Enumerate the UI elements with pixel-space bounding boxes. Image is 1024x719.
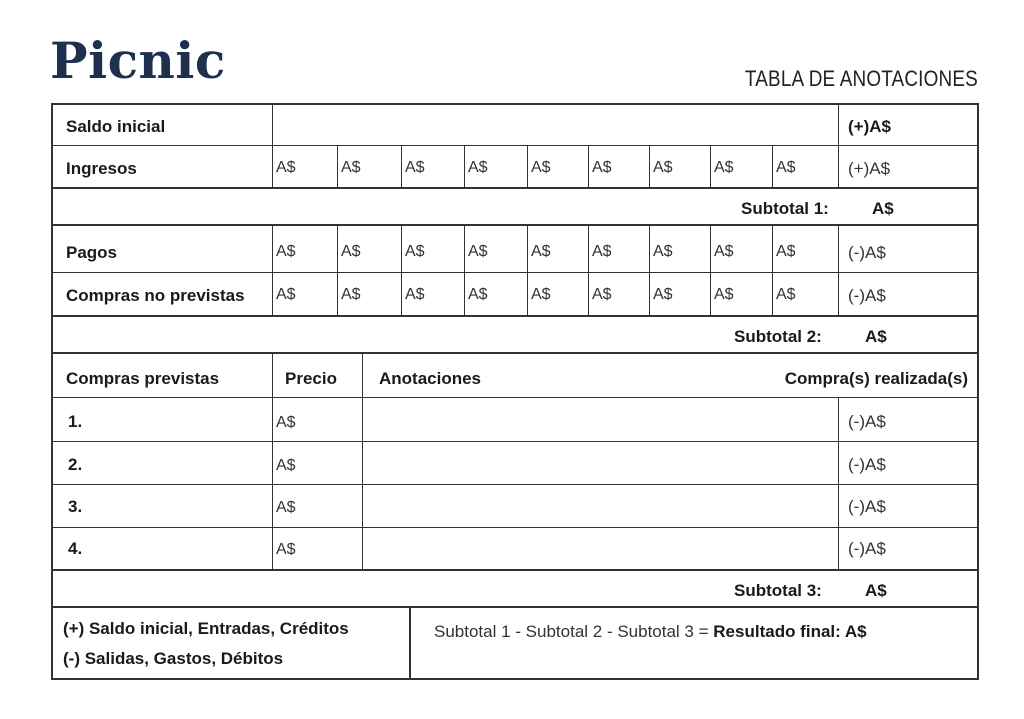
ingresos-cell: A$ bbox=[405, 159, 425, 176]
pagos-cell: A$ bbox=[776, 243, 796, 260]
column-divider bbox=[464, 224, 465, 315]
saldo-inicial-total: (+)A$ bbox=[848, 117, 891, 136]
column-divider bbox=[588, 224, 589, 315]
compras-no-previstas-cell: A$ bbox=[405, 286, 425, 303]
brand-logo: Picnic bbox=[50, 31, 226, 90]
page-subtitle: TABLA DE ANOTACIONES bbox=[745, 66, 978, 91]
column-divider bbox=[337, 145, 338, 187]
pagos-label: Pagos bbox=[66, 243, 118, 262]
subtotal-3-label: Subtotal 3: bbox=[734, 581, 822, 600]
column-divider bbox=[272, 105, 273, 187]
row-divider bbox=[53, 352, 977, 354]
column-divider bbox=[838, 397, 839, 569]
pagos-cell: A$ bbox=[531, 243, 551, 260]
compra-prevista-total: (-)A$ bbox=[848, 497, 886, 516]
pagos-cell: A$ bbox=[468, 243, 488, 260]
row-divider bbox=[53, 569, 977, 571]
row-divider bbox=[53, 315, 977, 317]
compras-no-previstas-cell: A$ bbox=[276, 286, 296, 303]
pagos-cell: A$ bbox=[405, 243, 425, 260]
ingresos-cell: A$ bbox=[653, 159, 673, 176]
column-divider bbox=[409, 606, 411, 680]
column-divider bbox=[272, 352, 273, 569]
precio-header: Precio bbox=[285, 369, 337, 388]
legend-plus: (+) Saldo inicial, Entradas, Créditos bbox=[63, 619, 349, 638]
compra-prevista-precio: A$ bbox=[276, 457, 296, 474]
ingresos-cell: A$ bbox=[592, 159, 612, 176]
subtotal-1-value: A$ bbox=[872, 199, 894, 218]
compras-no-previstas-cell: A$ bbox=[468, 286, 488, 303]
column-divider bbox=[527, 145, 528, 187]
subtotal-2-label: Subtotal 2: bbox=[734, 327, 822, 346]
pagos-cell: A$ bbox=[341, 243, 361, 260]
compra-prevista-precio: A$ bbox=[276, 499, 296, 516]
subtotal-2-value: A$ bbox=[865, 327, 887, 346]
column-divider bbox=[272, 224, 273, 315]
compras-no-previstas-cell: A$ bbox=[714, 286, 734, 303]
compras-no-previstas-label: Compras no previstas bbox=[66, 286, 245, 305]
column-divider bbox=[401, 224, 402, 315]
subtotal-3-value: A$ bbox=[865, 581, 887, 600]
compra-prevista-precio: A$ bbox=[276, 541, 296, 558]
legend-minus: (-) Salidas, Gastos, Débitos bbox=[63, 649, 284, 668]
column-divider bbox=[838, 224, 839, 315]
ingresos-cell: A$ bbox=[468, 159, 488, 176]
compra-prevista-total: (-)A$ bbox=[848, 539, 886, 558]
anotaciones-header: Anotaciones bbox=[379, 369, 482, 388]
column-divider bbox=[710, 145, 711, 187]
column-divider bbox=[588, 145, 589, 187]
formula-text: Subtotal 1 - Subtotal 2 - Subtotal 3 = bbox=[434, 622, 709, 641]
compra-prevista-total: (-)A$ bbox=[848, 412, 886, 431]
ingresos-cell: A$ bbox=[776, 159, 796, 176]
column-divider bbox=[362, 352, 363, 569]
compras-no-previstas-cell: A$ bbox=[341, 286, 361, 303]
row-divider bbox=[53, 187, 977, 189]
ingresos-cell: A$ bbox=[341, 159, 361, 176]
compras-no-previstas-cell: A$ bbox=[653, 286, 673, 303]
pagos-cell: A$ bbox=[276, 243, 296, 260]
saldo-inicial-label: Saldo inicial bbox=[66, 117, 166, 136]
column-divider bbox=[649, 145, 650, 187]
compras-no-previstas-cell: A$ bbox=[776, 286, 796, 303]
pagos-cell: A$ bbox=[592, 243, 612, 260]
compra-prevista-number: 1. bbox=[68, 412, 83, 431]
compra-prevista-number: 3. bbox=[68, 497, 83, 516]
result-label: Resultado final: A$ bbox=[713, 622, 867, 641]
compras-no-previstas-total: (-)A$ bbox=[848, 286, 886, 305]
ingresos-label: Ingresos bbox=[66, 159, 137, 178]
ingresos-total: (+)A$ bbox=[848, 159, 891, 178]
compras-previstas-header: Compras previstas bbox=[66, 369, 220, 388]
compras-no-previstas-cell: A$ bbox=[592, 286, 612, 303]
column-divider bbox=[838, 105, 839, 187]
pagos-cell: A$ bbox=[653, 243, 673, 260]
pagos-total: (-)A$ bbox=[848, 243, 886, 262]
column-divider bbox=[649, 224, 650, 315]
column-divider bbox=[772, 145, 773, 187]
ingresos-cell: A$ bbox=[276, 159, 296, 176]
compra-prevista-precio: A$ bbox=[276, 414, 296, 431]
final-formula bbox=[434, 623, 867, 640]
column-divider bbox=[527, 224, 528, 315]
compra-prevista-total: (-)A$ bbox=[848, 455, 886, 474]
subtotal-1-label: Subtotal 1: bbox=[741, 199, 829, 218]
compra-prevista-number: 2. bbox=[68, 455, 83, 474]
compras-no-previstas-cell: A$ bbox=[531, 286, 551, 303]
column-divider bbox=[464, 145, 465, 187]
ingresos-cell: A$ bbox=[714, 159, 734, 176]
pagos-cell: A$ bbox=[714, 243, 734, 260]
column-divider bbox=[710, 224, 711, 315]
budget-sheet bbox=[51, 103, 979, 680]
compras-realizadas-header: Compra(s) realizada(s) bbox=[784, 369, 968, 388]
row-divider bbox=[53, 606, 977, 608]
column-divider bbox=[337, 224, 338, 315]
column-divider bbox=[401, 145, 402, 187]
ingresos-cell: A$ bbox=[531, 159, 551, 176]
compra-prevista-number: 4. bbox=[68, 539, 83, 558]
column-divider bbox=[772, 224, 773, 315]
